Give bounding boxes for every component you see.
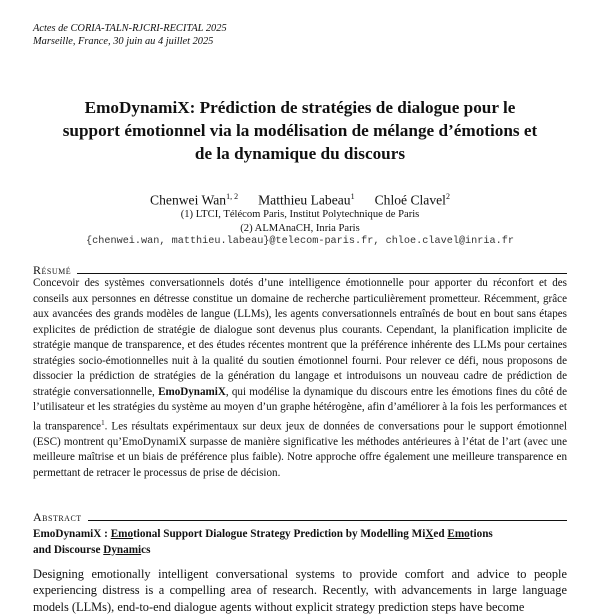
resume-model-name: EmoDynamiX bbox=[158, 385, 226, 398]
resume-text-part: . Les résultats expérimentaux sur deux jeux de données de conversations pour le support émotionnel (ESC) montrent qu’EmoDynamiX surpasse de manière significative les méthodes antérieures à l’état de l’art (avec une meilleure maîtrise et un biais de préférence plus faible). Notre approche offre également une meilleure transparence en permettant de retracer le processus de prise de décision. bbox=[33, 420, 568, 479]
author-name: Chloé Clavel bbox=[374, 192, 446, 208]
affiliation-2: (2) ALMAnaCH, Inria Paris bbox=[240, 223, 360, 234]
title-part: and Discourse bbox=[33, 543, 104, 556]
author-emails: {chenwei.wan, matthieu.labeau}@telecom-paris.fr, chloe.clavel@inria.fr bbox=[86, 236, 514, 247]
author-affiliation-mark: 1 bbox=[350, 192, 355, 201]
author-name: Matthieu Labeau bbox=[258, 192, 351, 208]
title-line-3: de la dynamique du discours bbox=[194, 144, 406, 163]
abstract-text: Designing emotionally intelligent conversational systems to provide comfort and advice to people experiencing distress is a compelling area of research. Recently, with advancements in large language models (LLMs), end-to-end dialogue agents without explicit strategy prediction steps have become bbox=[33, 567, 567, 614]
paper-title bbox=[40, 96, 560, 165]
heading-rule bbox=[88, 520, 567, 521]
title-part-underlined: Emo bbox=[110, 528, 134, 540]
venue-line-1: Actes de CORIA-TALN-RJCRI-RECITAL 2025 bbox=[33, 23, 227, 34]
title-part: tional Support Dialogue Strategy Prediction by Modelling Mi bbox=[133, 528, 426, 540]
resume-text-part: , qui modélise la dynamique du discours entre les émotions fines du côté de l’utilisateur et les stratégies du système au moyen d’un graphe hétérogène, afin d’améliorer à la fois les performances et la transparence bbox=[33, 385, 568, 433]
affiliation-1: (1) LTCI, Télécom Paris, Institut Polytechnique de Paris bbox=[180, 209, 420, 220]
author-affiliation-mark: 1, 2 bbox=[226, 192, 239, 201]
title-part: cs bbox=[141, 543, 151, 556]
venue-header bbox=[33, 22, 227, 48]
title-part: tions bbox=[469, 528, 493, 540]
author-name: Chenwei Wan bbox=[150, 192, 227, 208]
heading-rule bbox=[77, 273, 567, 274]
venue-line-2: Marseille, France, 30 juin au 4 juillet 2025 bbox=[33, 36, 214, 47]
abstract-heading-label: Abstract bbox=[33, 510, 82, 524]
author-list bbox=[0, 189, 600, 209]
author-affiliation-mark: 2 bbox=[445, 192, 450, 201]
footnote-mark: 1 bbox=[101, 418, 105, 427]
title-part-underlined: X bbox=[425, 528, 434, 540]
title-part-underlined: Dynami bbox=[103, 543, 142, 556]
title-line-2: support émotionnel via la modélisation de mélange d’émotions et bbox=[62, 121, 538, 140]
title-part-underlined: Emo bbox=[447, 528, 470, 540]
title-line-1: EmoDynamiX: Prédiction de stratégies de dialogue pour le bbox=[84, 98, 516, 117]
resume-heading-label: Résumé bbox=[33, 263, 72, 277]
title-part: ed bbox=[433, 528, 448, 540]
resume-text-part: Concevoir des systèmes conversationnels dotés d’une intelligence émotionnelle pour apporter du réconfort et des conseils aux personnes en détresse constitue un domaine de recherche particulièrement prometteur. Récemment, grâce aux avancées des grands modèles de langue (LLMs), les agents conversationnels entraînés de bout en bout sans étapes explicites de prédiction de stratégie de dialogue sont devenus plus courants. Cependant, la planification implicite de stratégie manque de transparence, et des études récentes montrent que la préférence inhérente des LLMs pour certaines stratégies socio-émotionnelles nuit à la qualité du soutien émotionnel fourni. Pour relever ce défi, nous proposons de dissocier la prédiction de stratégies de la génération du langage et introduisons un nouveau cadre de prédiction de stratégie conversationnelle, bbox=[33, 277, 567, 398]
english-title bbox=[33, 527, 567, 558]
resume-text bbox=[33, 276, 567, 481]
abstract-heading bbox=[33, 510, 567, 525]
title-part: EmoDynamiX : bbox=[33, 528, 111, 540]
